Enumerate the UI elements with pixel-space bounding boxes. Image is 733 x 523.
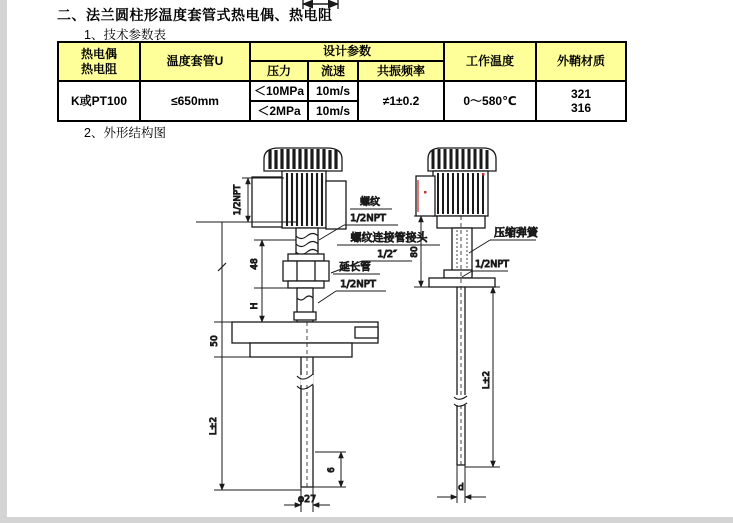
cell-resonance: ≠1±0.2	[358, 81, 444, 121]
callout-union-title: 螺纹连接管接头	[350, 231, 428, 244]
dim-6-label: 6	[327, 467, 337, 473]
cell-sleeve-length: ≤650mm	[140, 81, 250, 121]
drawing-right-dimensions	[410, 216, 539, 503]
page-title: 二、法兰圆柱形温度套管式热电偶、热电阻	[57, 7, 333, 23]
section-label-structure: 2、外形结构图	[84, 126, 166, 140]
dim-h-label: H	[250, 302, 260, 310]
dim-48-label: 48	[250, 258, 260, 270]
header-sheath-material: 外鞘材质	[536, 42, 626, 81]
cell-sensor-type: K或PT100	[58, 81, 140, 121]
dim-phi27-label: φ27	[297, 494, 317, 505]
callout-extension-value: 1/2NPT	[340, 279, 376, 290]
cell-sheath-2: 316	[570, 101, 592, 115]
cell-flow-1: 10m/s	[308, 81, 358, 101]
header-sensor-line2: 热电阻	[80, 61, 117, 76]
header-working-temp: 工作温度	[444, 42, 536, 81]
dim-head-thread-label: 1/2NPT	[233, 184, 243, 216]
header-design-params: 设计参数	[250, 42, 444, 61]
callout-spring-label: 压缩弹簧	[494, 226, 538, 239]
callout-thread-title: 螺纹	[360, 197, 380, 208]
callout-thread-value: 1/2NPT	[350, 213, 386, 224]
dim-length-right-label: L±2	[482, 370, 492, 390]
top-cropped-dimension	[303, 0, 338, 9]
header-pressure: 压力	[250, 61, 308, 81]
dim-length-label: L±2	[209, 416, 219, 436]
header-sensor-line1: 热电偶	[80, 47, 117, 62]
cell-pressure-2: ＜2MPa	[250, 101, 308, 121]
cell-flow-2: 10m/s	[308, 101, 358, 121]
dim-d-label: d	[458, 483, 464, 493]
drawing-right-spring-loaded-thermowell	[416, 148, 496, 465]
dim-50-label: 50	[210, 335, 220, 347]
drawing-left-flanged-thermowell	[232, 148, 378, 487]
dim-80-label: 80	[410, 246, 420, 258]
section-label-parameters: 1、技术参数表	[84, 28, 166, 42]
callout-union-value: 1/2″	[377, 249, 397, 260]
cell-pressure-1: ＜10MPa	[250, 81, 308, 101]
callout-npt-label: 1/2NPT	[475, 259, 509, 270]
header-sleeve: 温度套管U	[140, 42, 250, 81]
header-flow: 流速	[308, 61, 358, 81]
header-resonance: 共振频率	[358, 61, 444, 81]
cell-sheath-1: 321	[570, 86, 592, 101]
cell-working-temp: 0～580℃	[444, 81, 536, 121]
callout-extension-title: 延长管	[339, 261, 371, 273]
